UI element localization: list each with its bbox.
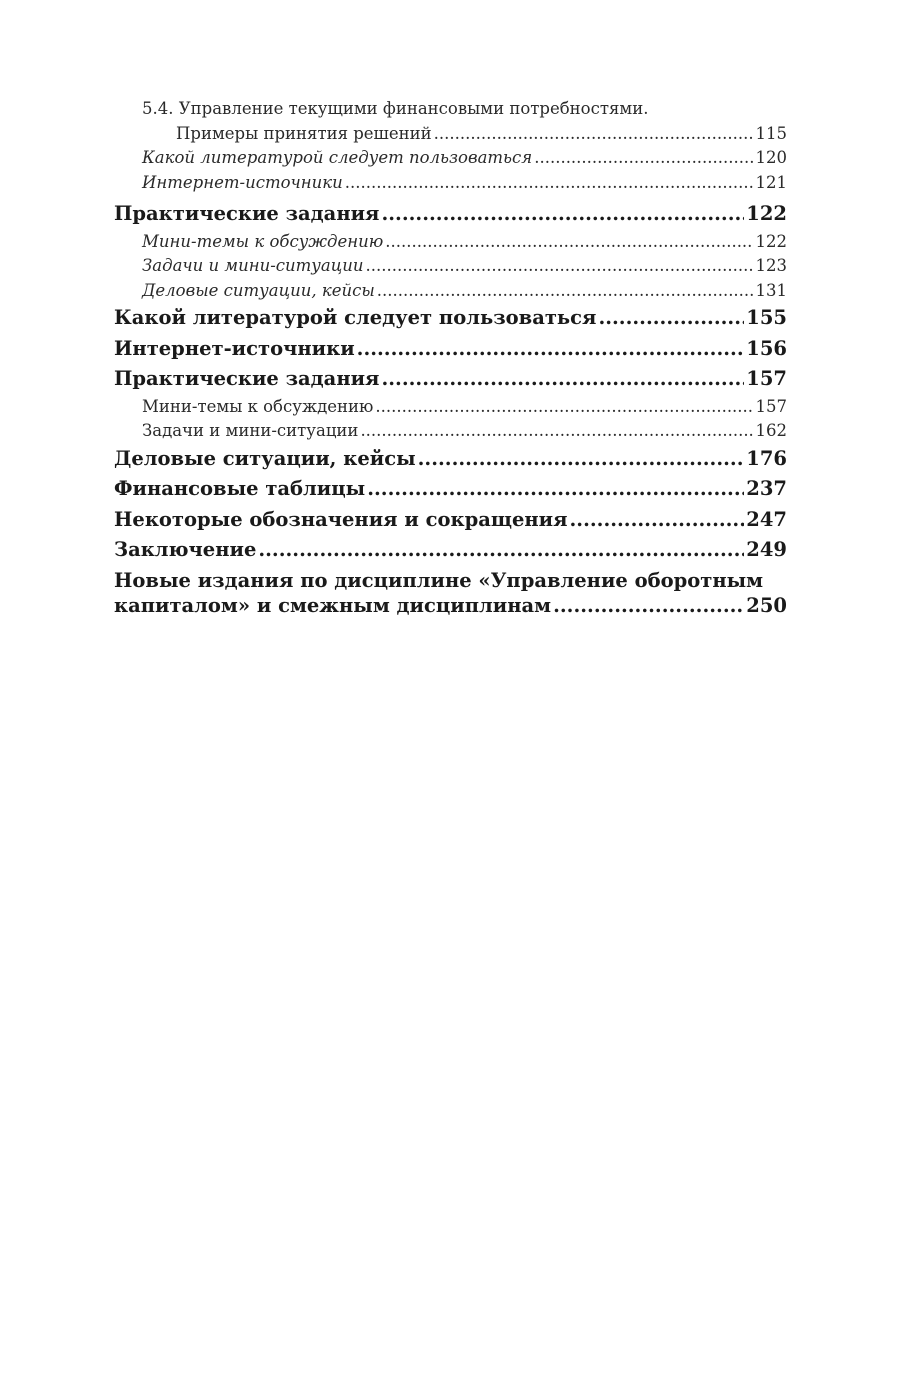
toc-entry-title: Интернет-источники <box>142 172 343 192</box>
dot-leader <box>360 419 753 444</box>
toc-entry-title: Мини-темы к обсуждению <box>142 396 374 416</box>
toc-page-number: 249 <box>746 538 787 561</box>
dot-leader <box>375 395 753 420</box>
toc-page-number: 157 <box>746 367 787 390</box>
dot-leader <box>345 171 754 196</box>
toc-section-title: Новые издания по дисциплине «Управление оборотным <box>114 568 764 592</box>
toc-entry-title: Примеры принятия решений <box>176 123 432 143</box>
toc-entry-title: Деловые ситуации, кейсы <box>142 280 375 300</box>
toc-entry <box>114 146 787 171</box>
toc-section <box>114 303 787 334</box>
toc-section-title: Финансовые таблицы <box>114 477 366 500</box>
toc-section-title: Интернет-источники <box>114 336 355 360</box>
dot-leader <box>381 199 744 230</box>
toc-section <box>114 535 787 566</box>
dot-leader <box>534 146 753 171</box>
toc-section <box>114 334 787 365</box>
dot-leader <box>367 474 744 505</box>
toc-page-number: 122 <box>746 202 787 225</box>
toc-entry-title: 5.4. Управление текущими финансовыми потребностями. <box>142 99 649 118</box>
toc-section-title: Деловые ситуации, кейсы <box>114 446 416 470</box>
toc-entry <box>114 395 787 420</box>
toc-page-number: 156 <box>746 336 787 360</box>
toc-entry <box>114 97 787 122</box>
dot-leader <box>377 279 754 304</box>
dot-leader <box>385 230 753 255</box>
table-of-contents <box>114 97 787 622</box>
toc-page-number: 162 <box>755 421 787 440</box>
toc-section-title: Какой литературой следует пользоваться <box>114 306 597 329</box>
toc-section <box>114 444 787 475</box>
dot-leader <box>553 591 744 622</box>
dot-leader <box>381 364 744 395</box>
dot-leader <box>570 505 745 536</box>
toc-entry-title: Задачи и мини-ситуации <box>142 421 359 440</box>
toc-page-number: 122 <box>755 231 787 251</box>
toc-entry <box>114 230 787 255</box>
toc-page-number: 120 <box>755 148 787 167</box>
toc-entry-title: Мини-темы к обсуждению <box>142 231 384 251</box>
toc-page-number: 247 <box>746 507 787 531</box>
toc-entry <box>114 122 787 147</box>
dot-leader <box>258 535 744 566</box>
dot-leader <box>598 303 744 334</box>
toc-entry <box>114 171 787 196</box>
toc-section-title: Практические задания <box>114 202 380 225</box>
toc-entry <box>114 254 787 279</box>
dot-leader <box>357 334 745 365</box>
dot-leader <box>434 122 754 147</box>
toc-section-title: Некоторые обозначения и сокращения <box>114 507 568 531</box>
toc-page-number: 121 <box>755 172 787 192</box>
toc-section-title: капиталом» и смежным дисциплинам <box>114 594 552 617</box>
toc-section <box>114 364 787 395</box>
toc-entry <box>114 419 787 444</box>
toc-entry-title: Задачи и мини-ситуации <box>142 256 364 275</box>
toc-page-number: 250 <box>746 594 787 617</box>
toc-page-number: 131 <box>755 280 787 300</box>
toc-page-number: 155 <box>746 306 787 329</box>
toc-section <box>114 505 787 536</box>
toc-section-title: Практические задания <box>114 367 380 390</box>
toc-section <box>114 199 787 230</box>
toc-page-number: 176 <box>746 446 787 470</box>
toc-section <box>114 474 787 505</box>
toc-section-title: Заключение <box>114 538 257 561</box>
dot-leader <box>418 444 745 475</box>
toc-page-number: 157 <box>755 396 787 416</box>
toc-page-number: 123 <box>755 256 787 275</box>
toc-section <box>114 591 787 622</box>
toc-page-number: 115 <box>755 123 787 143</box>
dot-leader <box>366 254 754 279</box>
toc-entry <box>114 279 787 304</box>
toc-page-number: 237 <box>746 477 787 500</box>
toc-entry-title: Какой литературой следует пользоваться <box>142 148 533 167</box>
